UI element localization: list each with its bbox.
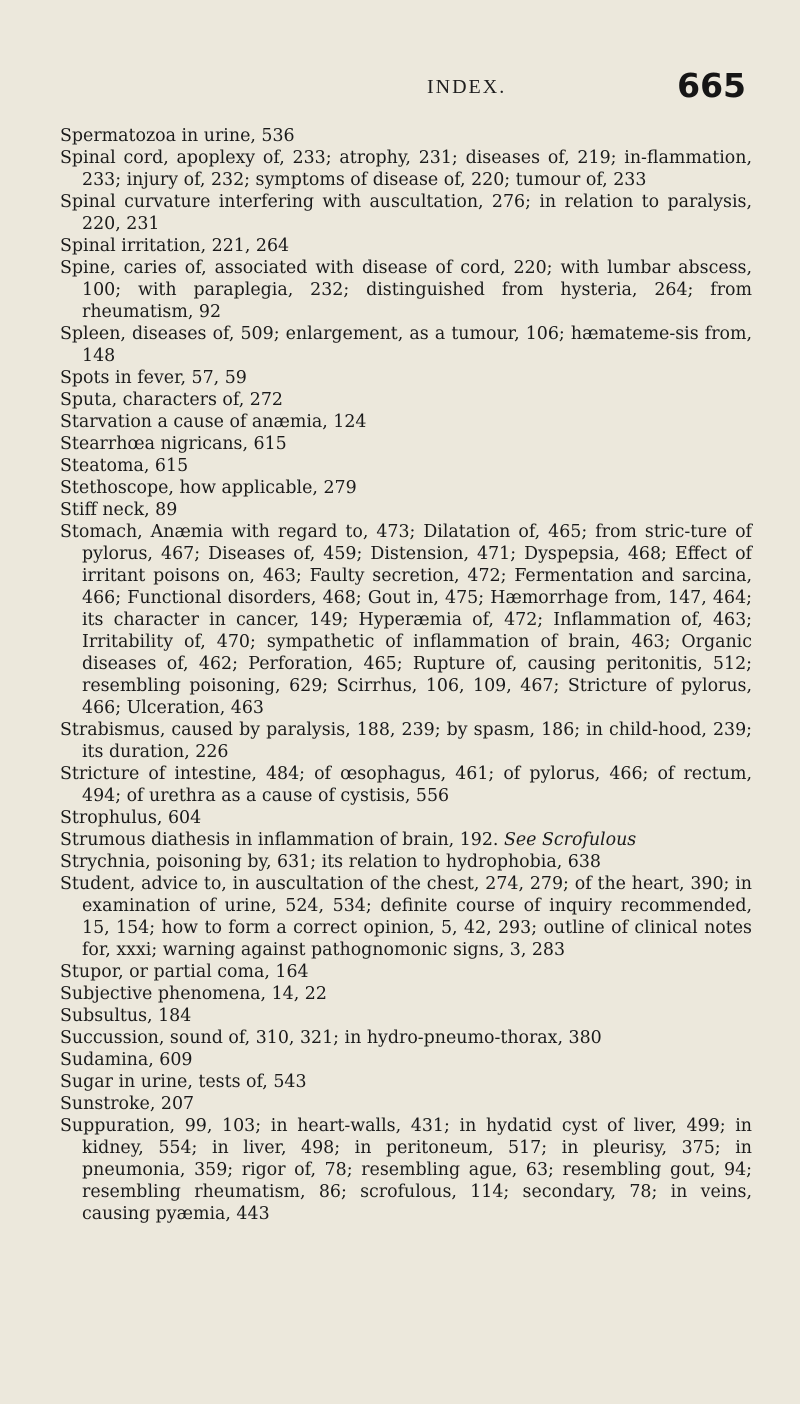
- index-entry-stethoscope: Stethoscope, how applicable, 279: [60, 478, 357, 498]
- index-entry-sunstroke: Sunstroke, 207: [60, 1094, 195, 1114]
- index-entry-steatoma: Steatoma, 615: [60, 456, 189, 476]
- index-entry-spinal-curvature: Spinal curvature interfering with auscultation, 276; in relation to paralysis, 220, 231: [60, 192, 752, 234]
- index-entry-strophulus: Strophulus, 604: [60, 808, 202, 828]
- index-entries: [60, 125, 752, 1225]
- see-reference: See Scrofulous: [503, 830, 637, 850]
- index-entry-sputa: Sputa, characters of, 272: [60, 390, 283, 410]
- index-entry-starvation: Starvation a cause of anæmia, 124: [60, 412, 367, 432]
- index-entry-subjective: Subjective phenomena, 14, 22: [60, 984, 327, 1004]
- index-entry-sugar: Sugar in urine, tests of, 543: [60, 1072, 307, 1092]
- index-entry-student: Student, advice to, in auscultation of the chest, 274, 279; of the heart, 390; in examination of urine, 524, 534; definite course of inquiry recommended, 15, 154; how to form a correct opinion, 5, 42, 293; outline of clinical notes for, xxxi; warning against pathognomonic signs, 3, 283: [60, 874, 752, 960]
- index-entry-strumous: [60, 829, 752, 851]
- strumous-text: Strumous diathesis in inflammation of brain, 192.: [60, 830, 499, 850]
- index-entry-spots: Spots in fever, 57, 59: [60, 368, 247, 388]
- index-entry-spine-caries: Spine, caries of, associated with disease of cord, 220; with lumbar abscess, 100; with paraplegia, 232; distinguished from hysteria, 264; from rheumatism, 92: [60, 258, 752, 322]
- index-entry-suppuration: Suppuration, 99, 103; in heart-walls, 431; in hydatid cyst of liver, 499; in kidney, 554; in liver, 498; in peritoneum, 517; in pleurisy, 375; in pneumonia, 359; rigor of, 78; resembling ague, 63; resembling gout, 94; resembling rheumatism, 86; scrofulous, 114; secondary, 78; in veins, causing pyæmia, 443: [60, 1116, 752, 1224]
- index-entry-stupor: Stupor, or partial coma, 164: [60, 962, 309, 982]
- index-entry-succussion: Succussion, sound of, 310, 321; in hydro-pneumo-thorax, 380: [60, 1028, 602, 1048]
- page-number: 665: [677, 66, 746, 105]
- index-entry-strychnia: Strychnia, poisoning by, 631; its relation to hydrophobia, 638: [60, 852, 601, 872]
- index-entry-strabismus: Strabismus, caused by paralysis, 188, 239; by spasm, 186; in child-hood, 239; its duration, 226: [60, 720, 752, 762]
- index-entry-sudamina: Sudamina, 609: [60, 1050, 193, 1070]
- index-entry-stricture: Stricture of intestine, 484; of œsophagus, 461; of pylorus, 466; of rectum, 494; of urethra as a cause of cystisis, 556: [60, 764, 752, 806]
- running-head: [60, 66, 748, 106]
- index-entry-subsultus: Subsultus, 184: [60, 1006, 192, 1026]
- index-entry-stomach: Stomach, Anæmia with regard to, 473; Dilatation of, 465; from stric-ture of pylorus, 467; Diseases of, 459; Distension, 471; Dyspepsia, 468; Effect of irritant poisons on, 463; Faulty secretion, 472; Fermentation and sarcina, 466; Functional disorders, 468; Gout in, 475; Hæmorrhage from, 147, 464; its character in cancer, 149; Hyperæmia of, 472; Inflammation of, 463; Irritability of, 470; sympathetic of inflammation of brain, 463; Organic diseases of, 462; Perforation, 465; Rupture of, causing peritonitis, 512; resembling poisoning, 629; Scirrhus, 106, 109, 467; Stricture of pylorus, 466; Ulceration, 463: [60, 522, 752, 718]
- index-entry-stiff-neck: Stiff neck, 89: [60, 500, 178, 520]
- index-entry-spinal-irritation: Spinal irritation, 221, 264: [60, 236, 290, 256]
- index-entry-spinal-cord: Spinal cord, apoplexy of, 233; atrophy, 231; diseases of, 219; in-flammation, 233; injury of, 232; symptoms of disease of, 220; tumour of, 233: [60, 148, 752, 190]
- index-entry-spermatozoa: Spermatozoa in urine, 536: [60, 126, 295, 146]
- index-entry-stearrhoea: Stearrhœa nigricans, 615: [60, 434, 287, 454]
- running-title: INDEX.: [427, 76, 507, 98]
- index-entry-spleen: Spleen, diseases of, 509; enlargement, as a tumour, 106; hæmateme-sis from, 148: [60, 324, 752, 366]
